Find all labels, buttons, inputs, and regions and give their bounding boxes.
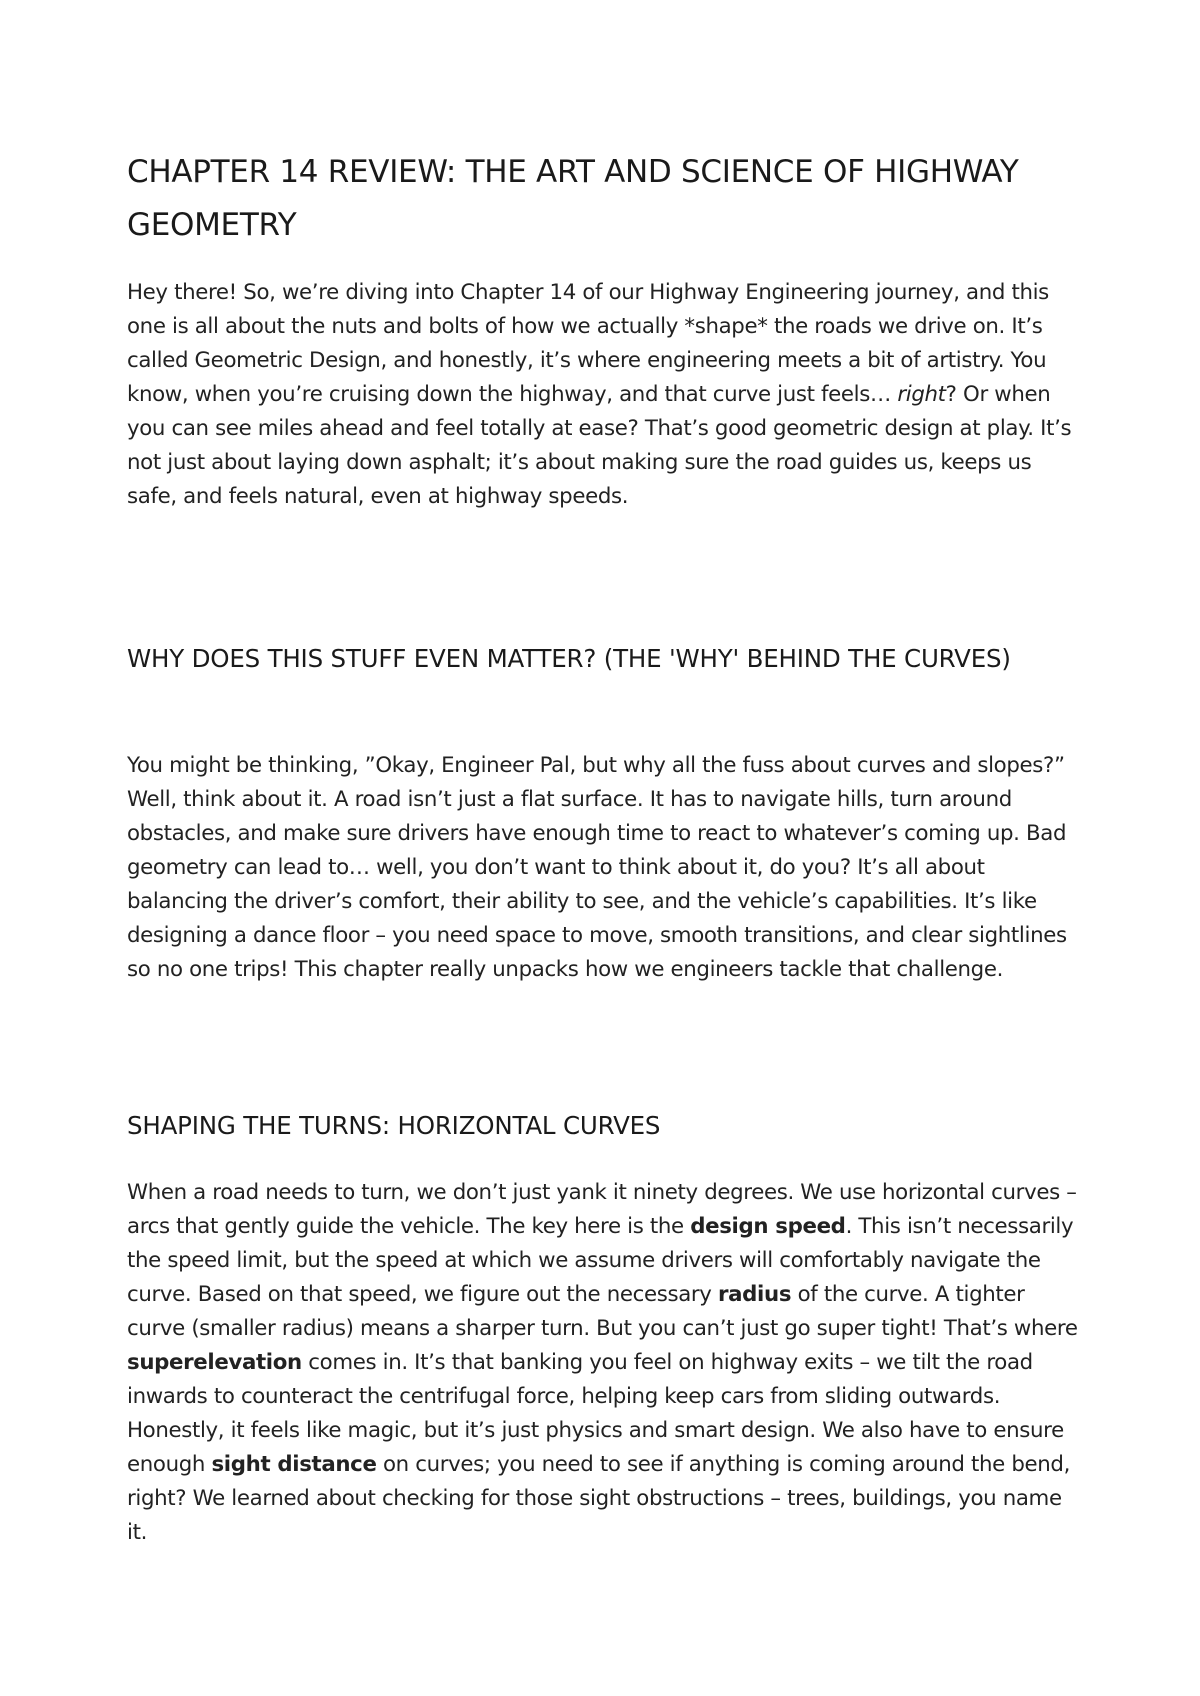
intro-paragraph	[127, 276, 1082, 514]
intro-text-end: ? Or when you can see miles ahead and feel totally at ease? That’s good geometric design at play. It’s not just about laying down asphalt; it’s about making sure the road guides us, keeps us safe, and feels natural, even at highway speeds.	[127, 382, 1072, 509]
curves-text-3: of the curve. A tighter curve (smaller radius) means a sharper turn. But you can’t just go super tight! That’s where	[127, 1282, 1078, 1341]
term-design-speed: design speed	[690, 1214, 846, 1239]
section-paragraph-horizontal-curves	[127, 1176, 1082, 1550]
term-radius: radius	[717, 1282, 792, 1307]
section-paragraph-why: You might be thinking, ”Okay, Engineer Pal, but why all the fuss about curves and slopes?” Well, think about it. A road isn’t just a flat surface. It has to navigate hills, turn around obstacles, and make sure drivers have enough time to react to whatever’s coming up. Bad geometry can lead to… well, you don’t want to think about it, do you? It’s all about balancing the driver’s comfort, their ability to see, and the vehicle’s capabilities. It’s like designing a dance floor – you need space to move, smooth transitions, and clear sightlines so no one trips! This chapter really unpacks how we engineers tackle that challenge.	[127, 753, 1067, 982]
page-title: CHAPTER 14 REVIEW: THE ART AND SCIENCE OF HIGHWAY GEOMETRY	[127, 154, 1019, 243]
intro-emphasis: right	[897, 382, 946, 407]
curves-text-5: on curves; you need to see if anything is coming around the bend, right? We learned about checking for those sight obstructions – trees, buildings, you name it.	[127, 1452, 1070, 1545]
intro-text-start: Hey there! So, we’re diving into Chapter 14 of our Highway Engineering journey, and this one is all about the nuts and bolts of how we actually *shape* the roads we drive on. It’s called Geometric Design, and honestly, it’s where engineering meets a bit of artistry. You know, when you’re cruising down the highway, and that curve just feels…	[127, 280, 1049, 407]
curves-text-2: . This isn’t necessarily the speed limit, but the speed at which we assume drivers will comfortably navigate the curve. Based on that speed, we figure out the necessary	[127, 1214, 1074, 1307]
term-superelevation: superelevation	[127, 1350, 302, 1375]
curves-text-1: When a road needs to turn, we don’t just yank it ninety degrees. We use horizontal curves – arcs that gently guide the vehicle. The key here is the	[127, 1180, 1077, 1239]
curves-text-4: comes in. It’s that banking you feel on highway exits – we tilt the road inwards to counteract the centrifugal force, helping keep cars from sliding outwards. Honestly, it feels like magic, but it’s just physics and smart design. We also have to ensure enough	[127, 1350, 1064, 1477]
section-heading-why: WHY DOES THIS STUFF EVEN MATTER? (THE 'WHY' BEHIND THE CURVES)	[127, 644, 1011, 673]
term-sight-distance: sight distance	[211, 1452, 377, 1477]
section-heading-horizontal-curves: SHAPING THE TURNS: HORIZONTAL CURVES	[127, 1111, 661, 1140]
